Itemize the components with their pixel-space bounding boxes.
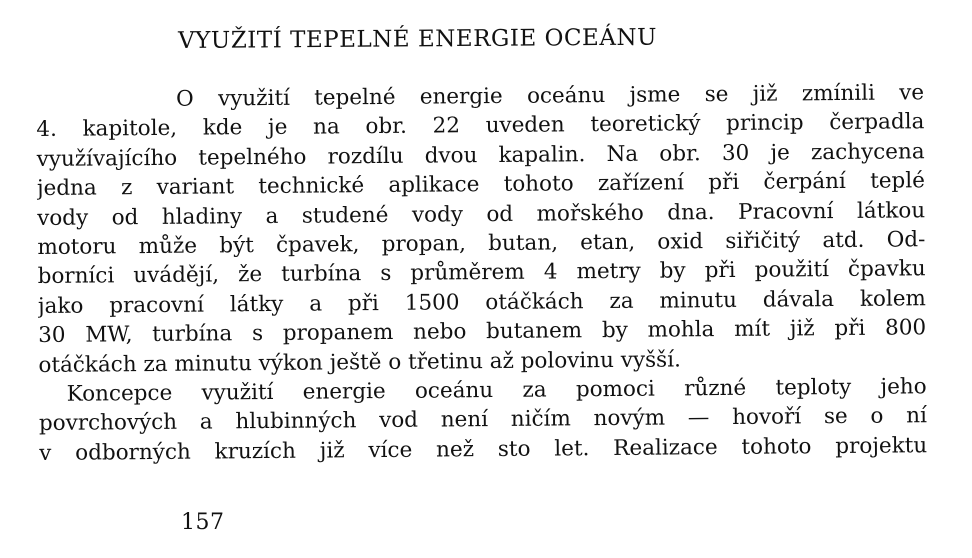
section-heading: VYUŽITÍ TEPELNÉ ENERGIE OCEÁNU bbox=[178, 24, 657, 54]
text-line: O využití tepelné energie oceánu jsme se již zmínili ve bbox=[176, 80, 925, 112]
text-line: povrchových a hlubinných vod není ničím novým — hovoří se o ní bbox=[38, 403, 928, 437]
page-number: 157 bbox=[181, 510, 225, 535]
text-line: jedna z variant technické aplikace tohoto zařízení při čerpání teplé bbox=[36, 168, 925, 202]
text-line: borníci uvádějí, že turbína s průměrem 4 metry by při použití čpavku bbox=[37, 256, 926, 290]
text-line: motoru může být čpavek, propan, butan, etan, oxid siřičitý atd. Od- bbox=[37, 227, 926, 260]
text-line: 4. kapitole, kde je na obr. 22 uveden teoretický princip čerpadla bbox=[36, 109, 925, 143]
text-line: jako pracovní látky a při 1500 otáčkách za minutu dávala kolem bbox=[37, 285, 926, 319]
body-text bbox=[36, 78, 927, 468]
text-line: 30 MW, turbína s propanem nebo butanem by mohla mít již při 800 bbox=[38, 315, 927, 349]
text-line: Koncepce využití energie oceánu za pomoci různé teploty jeho bbox=[66, 374, 927, 407]
text-line: vody od hladiny a studené vody od mořského dna. Pracovní látkou bbox=[37, 197, 926, 231]
text-line: v odborných kruzích již více než sto let. Realizace tohoto projektu bbox=[39, 432, 928, 466]
text-line: využívajícího tepelného rozdílu dvou kapalin. Na obr. 30 je zachycena bbox=[36, 139, 925, 172]
text-line: otáčkách za minutu výkon ještě o třetinu až polovinu vyšší. bbox=[38, 346, 681, 378]
